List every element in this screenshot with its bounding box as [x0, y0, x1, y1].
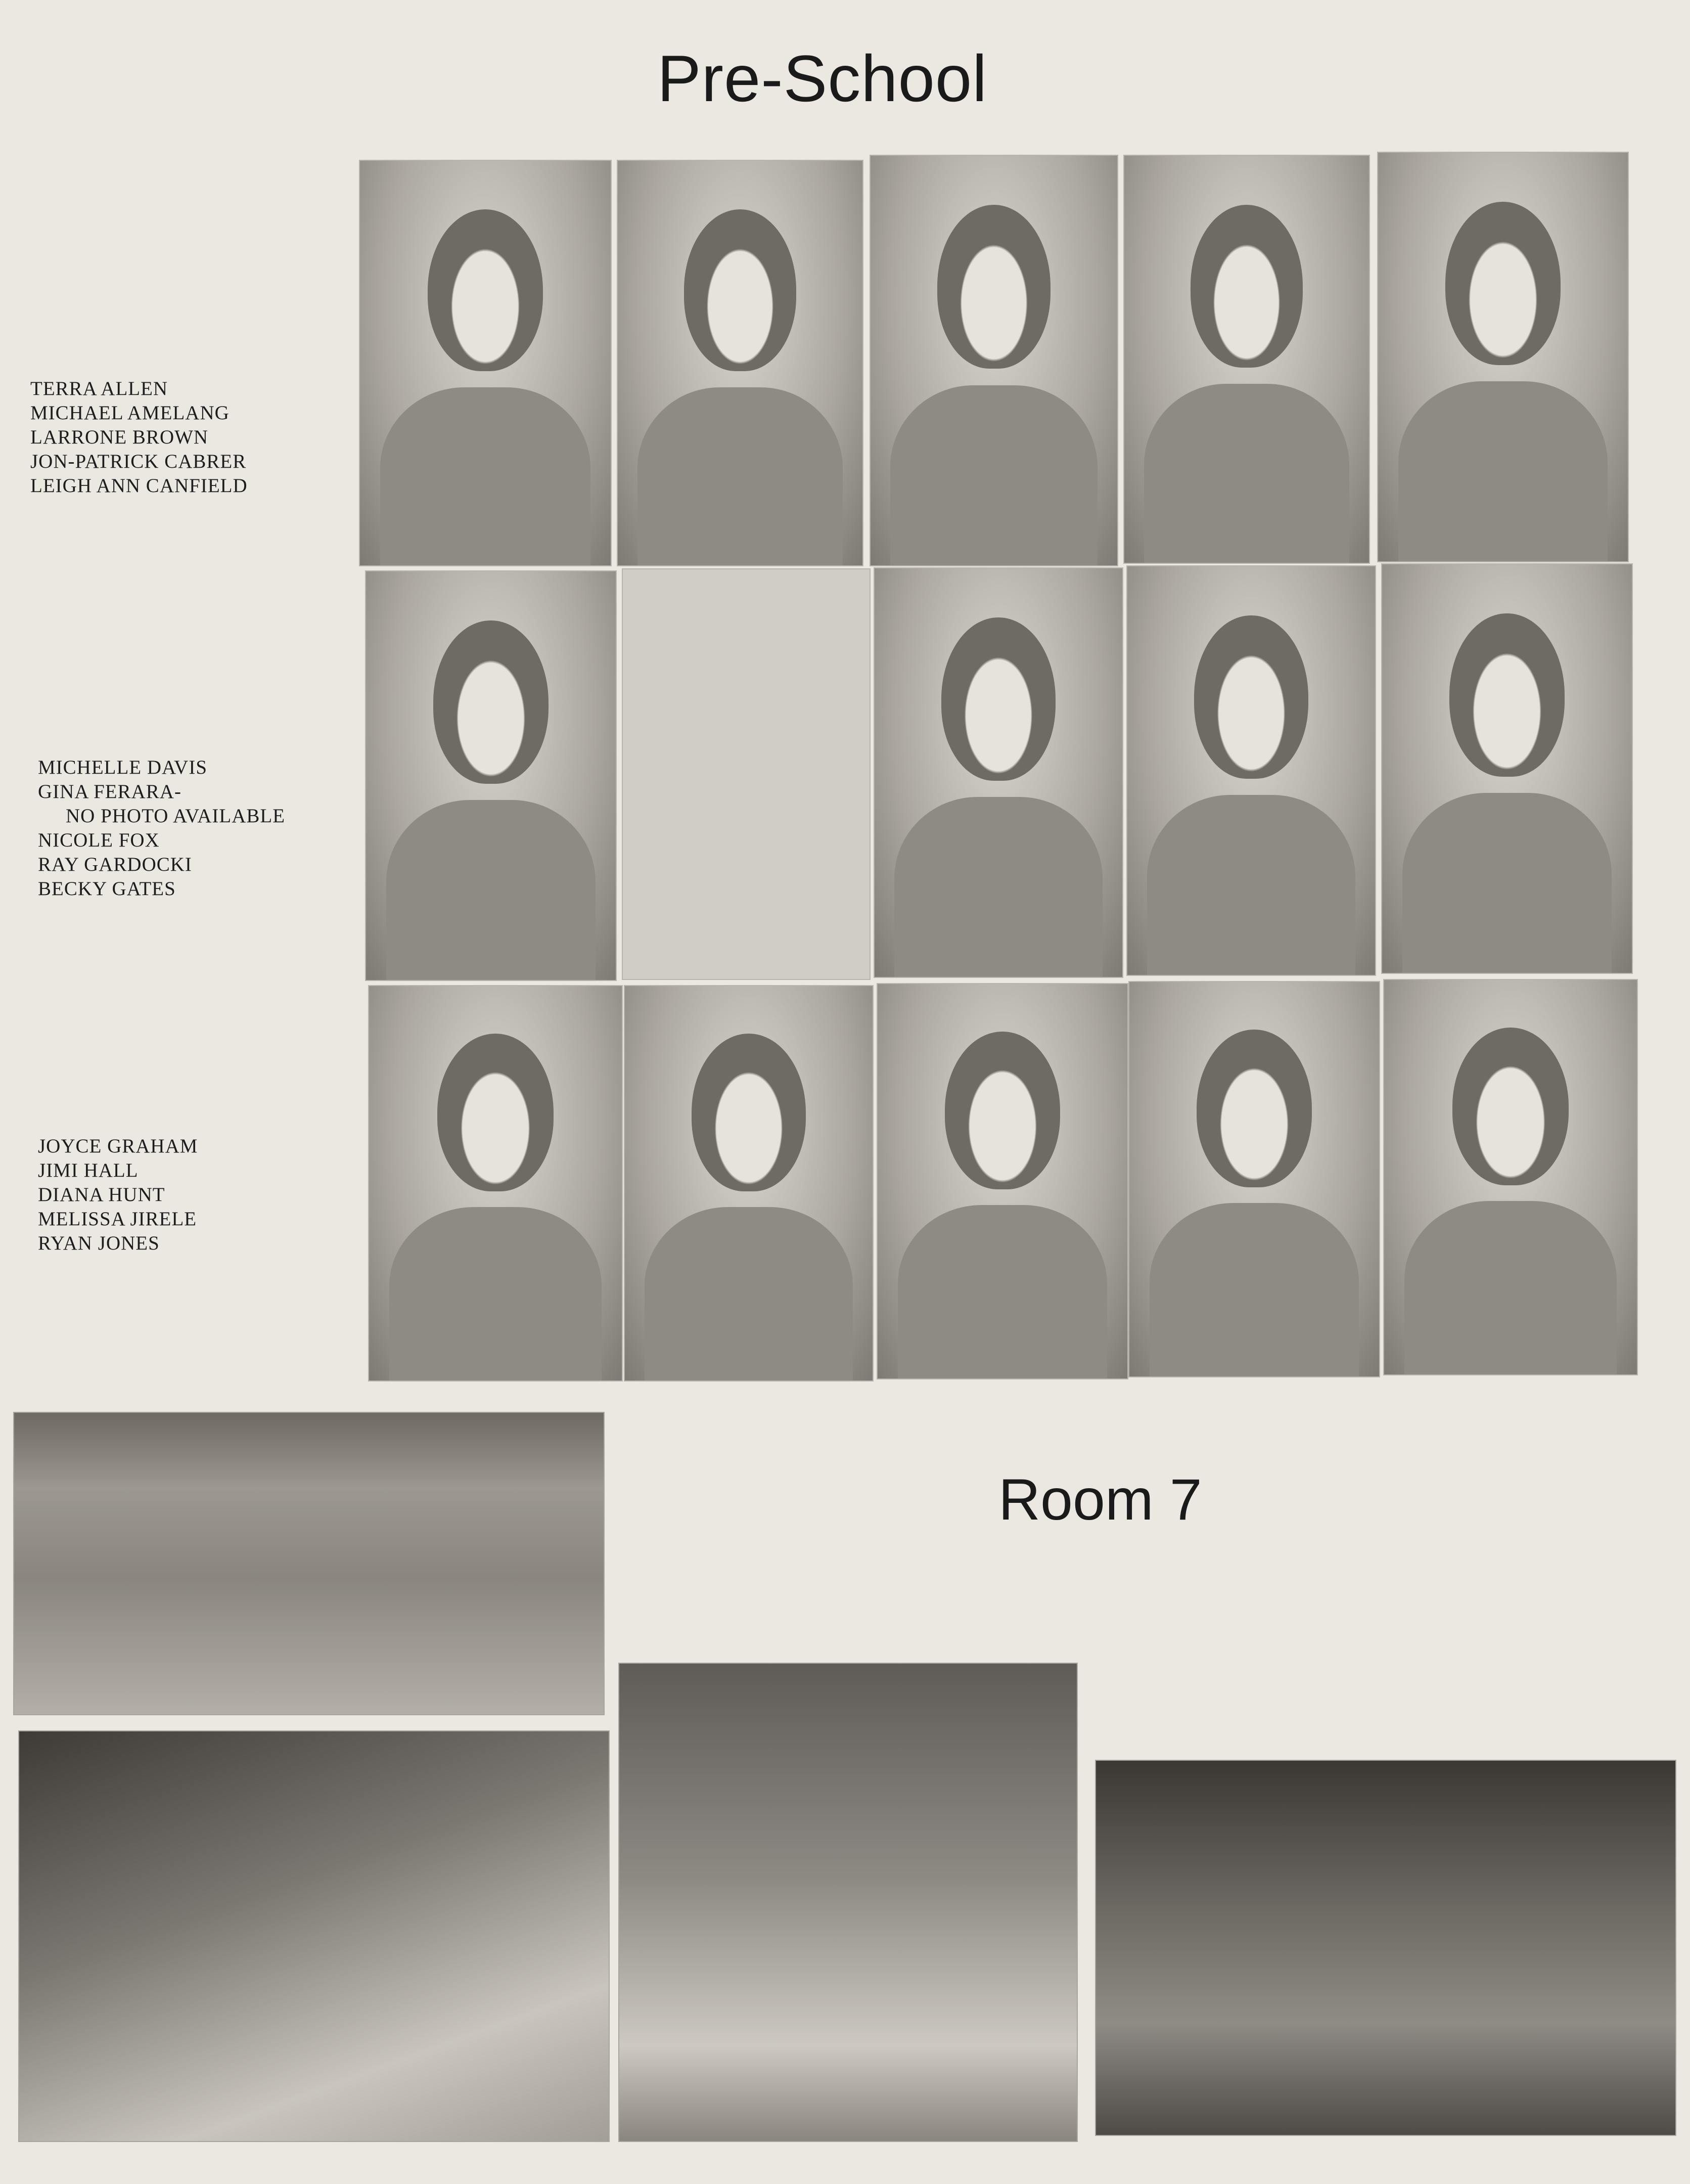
student-name: MICHAEL AMELANG [30, 402, 230, 424]
portrait-placeholder [623, 569, 870, 979]
finger-painting-photo [619, 1664, 1077, 2141]
portrait-photo [1382, 564, 1632, 973]
student-name: TERRA ALLEN [30, 378, 168, 399]
portrait-photo [1378, 153, 1628, 561]
student-name: LEIGH ANN CANFIELD [30, 475, 248, 497]
portrait-photo [618, 161, 862, 565]
student-name: MICHELLE DAVIS [38, 756, 208, 778]
portrait-photo [878, 984, 1127, 1378]
student-name: JIMI HALL [38, 1160, 139, 1181]
name-list-row-1 [30, 377, 248, 498]
portrait-photo [875, 568, 1122, 977]
section-title: Room 7 [998, 1467, 1202, 1532]
student-name: RYAN JONES [38, 1232, 160, 1254]
portrait-photo [369, 986, 622, 1380]
name-list-row-2 [38, 755, 285, 901]
portrait-photo [871, 156, 1117, 565]
wagon-ride-photo [1096, 1761, 1675, 2135]
portrait-photo [1124, 156, 1369, 563]
student-name: JON-PATRICK CABRER [30, 451, 247, 472]
portrait-photo [366, 571, 616, 980]
student-name: RAY GARDOCKI [38, 854, 192, 875]
student-name: MELISSA JIRELE [38, 1208, 197, 1230]
student-name: NICOLE FOX [38, 829, 160, 851]
page-title: Pre-School [657, 41, 988, 115]
swimming-pool-photo [14, 1413, 604, 1714]
student-name: LARRONE BROWN [30, 426, 209, 448]
portrait-photo [1127, 566, 1375, 975]
classroom-photo [19, 1731, 609, 2141]
portrait-photo [1384, 980, 1637, 1374]
student-name: DIANA HUNT [38, 1184, 165, 1206]
portrait-photo [1129, 982, 1379, 1376]
student-name: BECKY GATES [38, 878, 176, 900]
portrait-photo [360, 161, 611, 565]
student-name: JOYCE GRAHAM [38, 1135, 198, 1157]
student-name: GINA FERARA- [38, 781, 181, 803]
name-list-row-3 [38, 1134, 198, 1256]
no-photo-note: NO PHOTO AVAILABLE [66, 805, 286, 827]
portrait-photo [625, 986, 873, 1380]
